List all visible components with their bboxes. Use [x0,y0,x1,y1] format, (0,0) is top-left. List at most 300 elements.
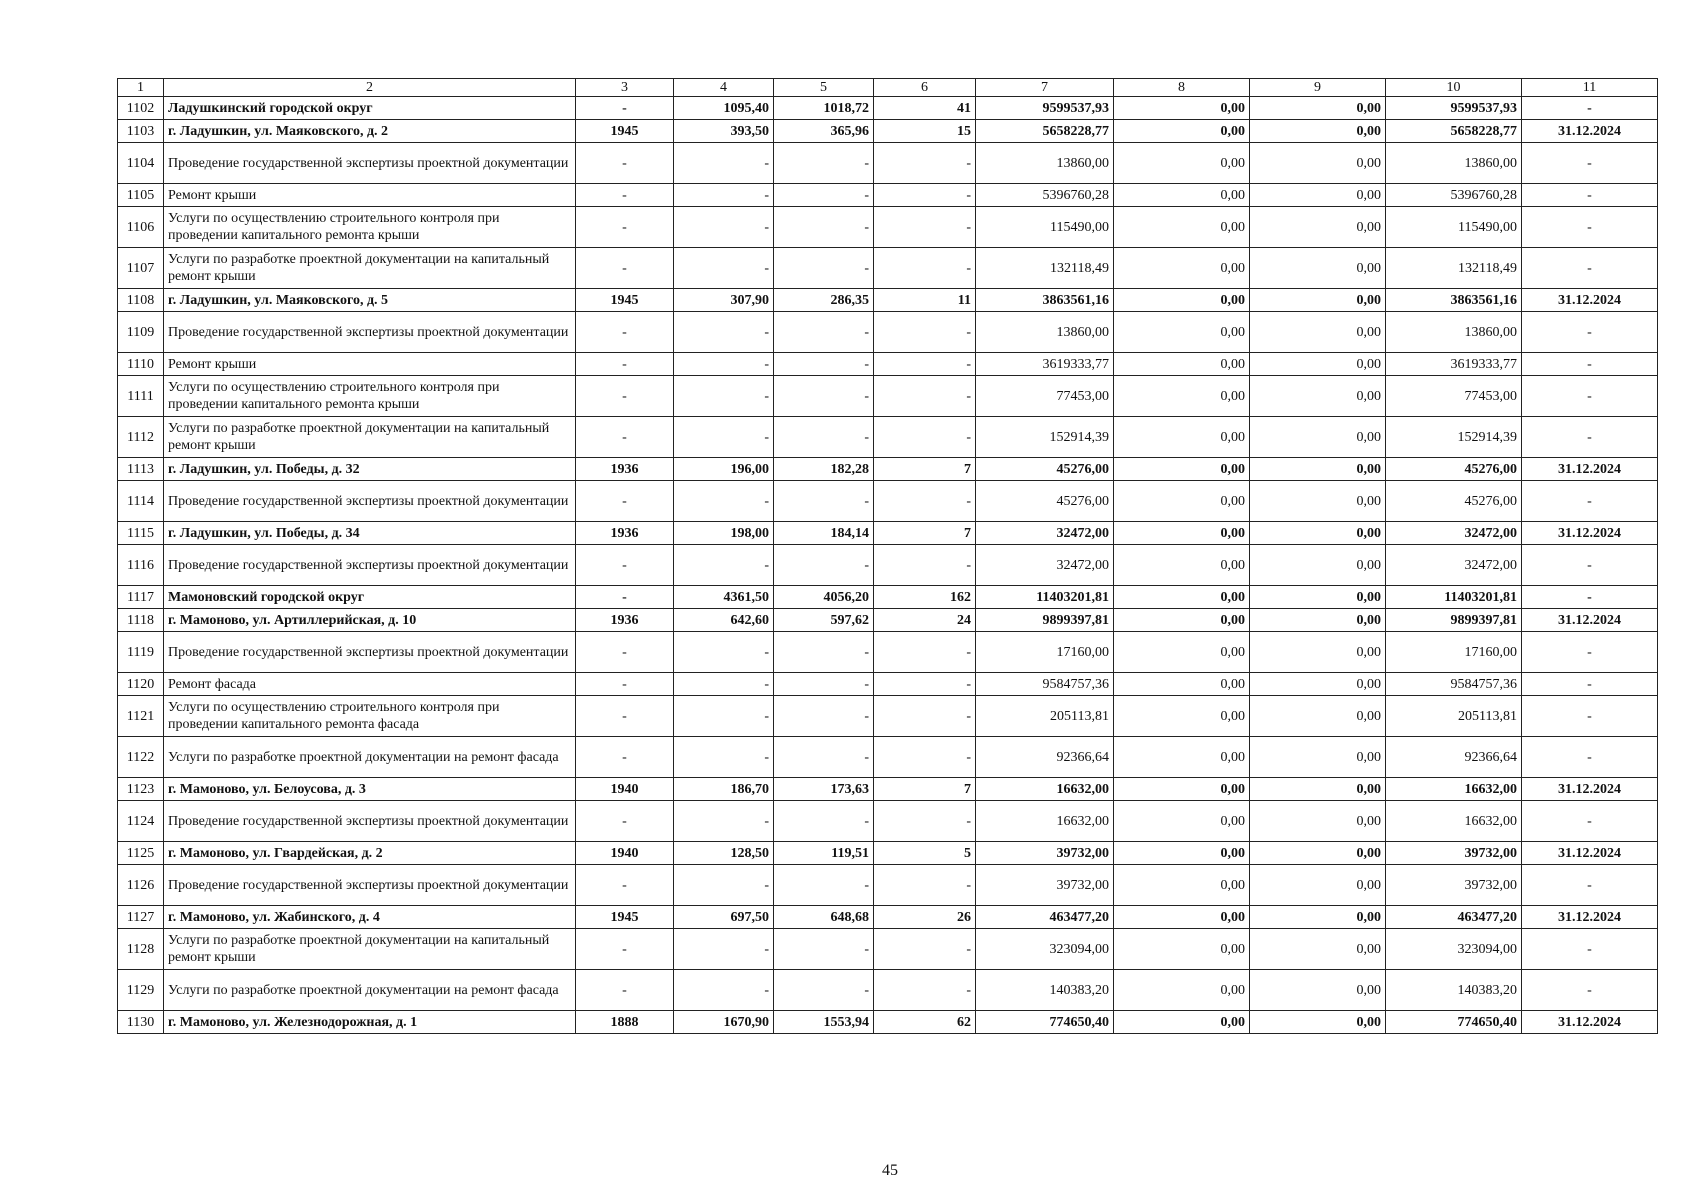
cost-owners-cell: 152914,39 [1386,417,1522,458]
area-total-cell: - [674,481,774,522]
residents-cell: 24 [874,609,976,632]
row-number: 1121 [118,696,164,737]
cost-fund-cell: 0,00 [1114,673,1250,696]
deadline-cell: 31.12.2024 [1522,458,1658,481]
item-name: Услуги по осуществлению строительного контроля при проведении капитального ремонта фасада [164,696,576,737]
deadline-cell: - [1522,184,1658,207]
deadline-cell: - [1522,545,1658,586]
residents-cell: - [874,632,976,673]
residents-cell: 62 [874,1011,976,1034]
cost-budget-cell: 0,00 [1250,632,1386,673]
cost-owners-cell: 45276,00 [1386,458,1522,481]
table-row [118,865,1658,906]
page-number: 45 [882,1162,898,1179]
area-living-cell: 173,63 [774,778,874,801]
area-living-cell: - [774,801,874,842]
table-row [118,184,1658,207]
area-living-cell: - [774,248,874,289]
row-number: 1122 [118,737,164,778]
row-number: 1111 [118,376,164,417]
year-cell: - [576,353,674,376]
cost-fund-cell: 0,00 [1114,1011,1250,1034]
residents-cell: 15 [874,120,976,143]
area-total-cell: 697,50 [674,906,774,929]
residents-cell: 11 [874,289,976,312]
table-row [118,778,1658,801]
item-name: г. Мамоново, ул. Жабинского, д. 4 [164,906,576,929]
area-living-cell: - [774,929,874,970]
cost-budget-cell: 0,00 [1250,184,1386,207]
row-number: 1104 [118,143,164,184]
area-total-cell: - [674,737,774,778]
cost-budget-cell: 0,00 [1250,207,1386,248]
table-row [118,609,1658,632]
row-number: 1117 [118,586,164,609]
cost-total-cell: 16632,00 [976,778,1114,801]
area-living-cell: - [774,312,874,353]
header-cell: 3 [576,79,674,97]
area-living-cell: - [774,865,874,906]
cost-fund-cell: 0,00 [1114,289,1250,312]
cost-fund-cell: 0,00 [1114,970,1250,1011]
area-living-cell: - [774,143,874,184]
area-living-cell: - [774,632,874,673]
item-name: Проведение государственной экспертизы проектной документации [164,312,576,353]
item-name: Услуги по разработке проектной документации на капитальный ремонт крыши [164,417,576,458]
area-total-cell: 196,00 [674,458,774,481]
cost-budget-cell: 0,00 [1250,376,1386,417]
cost-owners-cell: 92366,64 [1386,737,1522,778]
cost-fund-cell: 0,00 [1114,522,1250,545]
area-total-cell: - [674,970,774,1011]
cost-total-cell: 92366,64 [976,737,1114,778]
area-living-cell: 182,28 [774,458,874,481]
table-row [118,97,1658,120]
area-total-cell: - [674,696,774,737]
cost-fund-cell: 0,00 [1114,207,1250,248]
area-living-cell: - [774,545,874,586]
cost-budget-cell: 0,00 [1250,842,1386,865]
row-number: 1102 [118,97,164,120]
cost-total-cell: 115490,00 [976,207,1114,248]
header-cell: 1 [118,79,164,97]
deadline-cell: 31.12.2024 [1522,609,1658,632]
cost-total-cell: 9899397,81 [976,609,1114,632]
cost-fund-cell: 0,00 [1114,184,1250,207]
area-living-cell: 1553,94 [774,1011,874,1034]
area-total-cell: 393,50 [674,120,774,143]
deadline-cell: - [1522,207,1658,248]
table-row [118,312,1658,353]
cost-total-cell: 132118,49 [976,248,1114,289]
deadline-cell: - [1522,143,1658,184]
area-living-cell: 365,96 [774,120,874,143]
deadline-cell: 31.12.2024 [1522,778,1658,801]
year-cell: - [576,184,674,207]
cost-budget-cell: 0,00 [1250,312,1386,353]
cost-budget-cell: 0,00 [1250,801,1386,842]
header-cell: 7 [976,79,1114,97]
item-name: Ремонт фасада [164,673,576,696]
year-cell: - [576,586,674,609]
table-row [118,801,1658,842]
item-name: Проведение государственной экспертизы проектной документации [164,481,576,522]
table-row [118,481,1658,522]
deadline-cell: - [1522,696,1658,737]
cost-fund-cell: 0,00 [1114,865,1250,906]
row-number: 1119 [118,632,164,673]
cost-budget-cell: 0,00 [1250,417,1386,458]
register-table [117,78,1658,1034]
residents-cell: 5 [874,842,976,865]
cost-owners-cell: 9584757,36 [1386,673,1522,696]
cost-total-cell: 13860,00 [976,143,1114,184]
cost-total-cell: 140383,20 [976,970,1114,1011]
residents-cell: - [874,865,976,906]
residents-cell: - [874,673,976,696]
item-name: г. Мамоново, ул. Артиллерийская, д. 10 [164,609,576,632]
area-total-cell: - [674,184,774,207]
header-cell: 10 [1386,79,1522,97]
table-row [118,970,1658,1011]
year-cell: 1936 [576,609,674,632]
cost-budget-cell: 0,00 [1250,673,1386,696]
deadline-cell: - [1522,970,1658,1011]
cost-total-cell: 39732,00 [976,865,1114,906]
table-row [118,906,1658,929]
cost-owners-cell: 3863561,16 [1386,289,1522,312]
deadline-cell: - [1522,481,1658,522]
cost-total-cell: 17160,00 [976,632,1114,673]
year-cell: - [576,801,674,842]
deadline-cell: - [1522,417,1658,458]
item-name: Услуги по разработке проектной документации на ремонт фасада [164,970,576,1011]
residents-cell: - [874,696,976,737]
area-living-cell: - [774,184,874,207]
deadline-cell: 31.12.2024 [1522,842,1658,865]
area-total-cell: - [674,673,774,696]
residents-cell: 7 [874,522,976,545]
item-name: Ремонт крыши [164,353,576,376]
year-cell: 1888 [576,1011,674,1034]
cost-owners-cell: 13860,00 [1386,143,1522,184]
cost-total-cell: 11403201,81 [976,586,1114,609]
cost-budget-cell: 0,00 [1250,586,1386,609]
residents-cell: - [874,801,976,842]
cost-owners-cell: 323094,00 [1386,929,1522,970]
item-name: Проведение государственной экспертизы проектной документации [164,143,576,184]
header-cell: 2 [164,79,576,97]
area-living-cell: - [774,353,874,376]
deadline-cell: - [1522,312,1658,353]
cost-total-cell: 3619333,77 [976,353,1114,376]
residents-cell: 7 [874,458,976,481]
area-living-cell: 1018,72 [774,97,874,120]
table-row [118,353,1658,376]
cost-total-cell: 9584757,36 [976,673,1114,696]
area-living-cell: - [774,417,874,458]
cost-total-cell: 463477,20 [976,906,1114,929]
cost-fund-cell: 0,00 [1114,586,1250,609]
row-number: 1124 [118,801,164,842]
cost-owners-cell: 205113,81 [1386,696,1522,737]
cost-budget-cell: 0,00 [1250,522,1386,545]
residents-cell: - [874,376,976,417]
cost-fund-cell: 0,00 [1114,353,1250,376]
area-total-cell: - [674,143,774,184]
cost-total-cell: 45276,00 [976,458,1114,481]
cost-budget-cell: 0,00 [1250,545,1386,586]
row-number: 1126 [118,865,164,906]
table-row [118,737,1658,778]
table-row [118,143,1658,184]
item-name: Мамоновский городской округ [164,586,576,609]
cost-budget-cell: 0,00 [1250,696,1386,737]
area-living-cell: - [774,207,874,248]
cost-fund-cell: 0,00 [1114,417,1250,458]
deadline-cell: - [1522,632,1658,673]
row-number: 1116 [118,545,164,586]
area-living-cell: 119,51 [774,842,874,865]
cost-owners-cell: 45276,00 [1386,481,1522,522]
deadline-cell: 31.12.2024 [1522,1011,1658,1034]
year-cell: 1940 [576,778,674,801]
table-body [118,97,1658,1034]
cost-fund-cell: 0,00 [1114,248,1250,289]
table-row [118,842,1658,865]
cost-owners-cell: 39732,00 [1386,865,1522,906]
year-cell: 1936 [576,458,674,481]
cost-budget-cell: 0,00 [1250,865,1386,906]
area-living-cell: - [774,673,874,696]
table-row [118,673,1658,696]
item-name: Услуги по разработке проектной документации на ремонт фасада [164,737,576,778]
cost-budget-cell: 0,00 [1250,353,1386,376]
cost-owners-cell: 77453,00 [1386,376,1522,417]
row-number: 1110 [118,353,164,376]
cost-fund-cell: 0,00 [1114,458,1250,481]
residents-cell: 7 [874,778,976,801]
cost-owners-cell: 140383,20 [1386,970,1522,1011]
residents-cell: - [874,929,976,970]
cost-fund-cell: 0,00 [1114,376,1250,417]
cost-budget-cell: 0,00 [1250,143,1386,184]
item-name: г. Ладушкин, ул. Маяковского, д. 2 [164,120,576,143]
row-number: 1109 [118,312,164,353]
item-name: г. Ладушкин, ул. Победы, д. 34 [164,522,576,545]
residents-cell: - [874,481,976,522]
header-cell: 6 [874,79,976,97]
cost-fund-cell: 0,00 [1114,842,1250,865]
item-name: г. Ладушкин, ул. Победы, д. 32 [164,458,576,481]
cost-budget-cell: 0,00 [1250,778,1386,801]
cost-total-cell: 32472,00 [976,522,1114,545]
deadline-cell: - [1522,248,1658,289]
area-total-cell: - [674,376,774,417]
cost-total-cell: 9599537,93 [976,97,1114,120]
area-living-cell: 286,35 [774,289,874,312]
cost-budget-cell: 0,00 [1250,609,1386,632]
area-total-cell: - [674,417,774,458]
row-number: 1125 [118,842,164,865]
area-total-cell: 1095,40 [674,97,774,120]
cost-owners-cell: 774650,40 [1386,1011,1522,1034]
header-cell: 8 [1114,79,1250,97]
year-cell: - [576,632,674,673]
row-number: 1107 [118,248,164,289]
cost-fund-cell: 0,00 [1114,481,1250,522]
year-cell: - [576,865,674,906]
cost-budget-cell: 0,00 [1250,120,1386,143]
cost-total-cell: 16632,00 [976,801,1114,842]
residents-cell: 41 [874,97,976,120]
residents-cell: - [874,417,976,458]
residents-cell: - [874,737,976,778]
cost-budget-cell: 0,00 [1250,481,1386,522]
cost-fund-cell: 0,00 [1114,632,1250,673]
cost-owners-cell: 13860,00 [1386,312,1522,353]
area-living-cell: - [774,737,874,778]
area-total-cell: 186,70 [674,778,774,801]
residents-cell: 26 [874,906,976,929]
cost-budget-cell: 0,00 [1250,458,1386,481]
deadline-cell: - [1522,376,1658,417]
year-cell: - [576,737,674,778]
residents-cell: 162 [874,586,976,609]
table-row [118,120,1658,143]
year-cell: - [576,143,674,184]
item-name: г. Ладушкин, ул. Маяковского, д. 5 [164,289,576,312]
row-number: 1113 [118,458,164,481]
row-number: 1108 [118,289,164,312]
cost-total-cell: 77453,00 [976,376,1114,417]
cost-total-cell: 323094,00 [976,929,1114,970]
deadline-cell: - [1522,353,1658,376]
row-number: 1128 [118,929,164,970]
cost-budget-cell: 0,00 [1250,248,1386,289]
table-row [118,458,1658,481]
year-cell: - [576,696,674,737]
deadline-cell: - [1522,801,1658,842]
year-cell: 1945 [576,906,674,929]
year-cell: - [576,545,674,586]
year-cell: - [576,207,674,248]
area-total-cell: - [674,632,774,673]
year-cell: 1945 [576,120,674,143]
cost-fund-cell: 0,00 [1114,778,1250,801]
year-cell: 1945 [576,289,674,312]
cost-owners-cell: 132118,49 [1386,248,1522,289]
deadline-cell: - [1522,737,1658,778]
cost-owners-cell: 9899397,81 [1386,609,1522,632]
cost-total-cell: 13860,00 [976,312,1114,353]
table-row [118,545,1658,586]
cost-total-cell: 45276,00 [976,481,1114,522]
item-name: г. Мамоново, ул. Гвардейская, д. 2 [164,842,576,865]
item-name: Ремонт крыши [164,184,576,207]
area-living-cell: - [774,481,874,522]
area-total-cell: - [674,801,774,842]
cost-fund-cell: 0,00 [1114,312,1250,353]
header-row [118,79,1658,97]
cost-fund-cell: 0,00 [1114,737,1250,778]
table-row [118,248,1658,289]
cost-total-cell: 3863561,16 [976,289,1114,312]
deadline-cell: - [1522,865,1658,906]
year-cell: 1936 [576,522,674,545]
row-number: 1118 [118,609,164,632]
year-cell: 1940 [576,842,674,865]
cost-total-cell: 5658228,77 [976,120,1114,143]
item-name: Ладушкинский городской округ [164,97,576,120]
item-name: Проведение государственной экспертизы проектной документации [164,545,576,586]
table-row [118,1011,1658,1034]
area-total-cell: - [674,207,774,248]
cost-fund-cell: 0,00 [1114,609,1250,632]
deadline-cell: - [1522,586,1658,609]
area-living-cell: - [774,696,874,737]
row-number: 1120 [118,673,164,696]
cost-owners-cell: 16632,00 [1386,778,1522,801]
area-total-cell: - [674,865,774,906]
item-name: Проведение государственной экспертизы проектной документации [164,865,576,906]
item-name: Услуги по разработке проектной документации на капитальный ремонт крыши [164,929,576,970]
cost-owners-cell: 5658228,77 [1386,120,1522,143]
row-number: 1112 [118,417,164,458]
cost-total-cell: 32472,00 [976,545,1114,586]
cost-total-cell: 205113,81 [976,696,1114,737]
deadline-cell: 31.12.2024 [1522,522,1658,545]
table-row [118,586,1658,609]
item-name: Услуги по осуществлению строительного контроля при проведении капитального ремонта крыши [164,207,576,248]
item-name: г. Мамоново, ул. Белоусова, д. 3 [164,778,576,801]
area-total-cell: 1670,90 [674,1011,774,1034]
cost-total-cell: 774650,40 [976,1011,1114,1034]
deadline-cell: - [1522,929,1658,970]
cost-budget-cell: 0,00 [1250,289,1386,312]
cost-fund-cell: 0,00 [1114,545,1250,586]
year-cell: - [576,929,674,970]
table-row [118,632,1658,673]
cost-owners-cell: 11403201,81 [1386,586,1522,609]
area-living-cell: - [774,376,874,417]
item-name: Проведение государственной экспертизы проектной документации [164,801,576,842]
area-living-cell: 4056,20 [774,586,874,609]
header-cell: 4 [674,79,774,97]
cost-budget-cell: 0,00 [1250,737,1386,778]
cost-fund-cell: 0,00 [1114,120,1250,143]
item-name: Проведение государственной экспертизы проектной документации [164,632,576,673]
cost-owners-cell: 5396760,28 [1386,184,1522,207]
cost-budget-cell: 0,00 [1250,970,1386,1011]
residents-cell: - [874,248,976,289]
year-cell: - [576,376,674,417]
item-name: г. Мамоново, ул. Железнодорожная, д. 1 [164,1011,576,1034]
cost-budget-cell: 0,00 [1250,906,1386,929]
row-number: 1130 [118,1011,164,1034]
deadline-cell: 31.12.2024 [1522,906,1658,929]
residents-cell: - [874,184,976,207]
row-number: 1123 [118,778,164,801]
item-name: Услуги по разработке проектной документации на капитальный ремонт крыши [164,248,576,289]
cost-owners-cell: 3619333,77 [1386,353,1522,376]
area-total-cell: - [674,312,774,353]
area-living-cell: - [774,970,874,1011]
residents-cell: - [874,545,976,586]
cost-total-cell: 39732,00 [976,842,1114,865]
area-total-cell: 198,00 [674,522,774,545]
year-cell: - [576,248,674,289]
